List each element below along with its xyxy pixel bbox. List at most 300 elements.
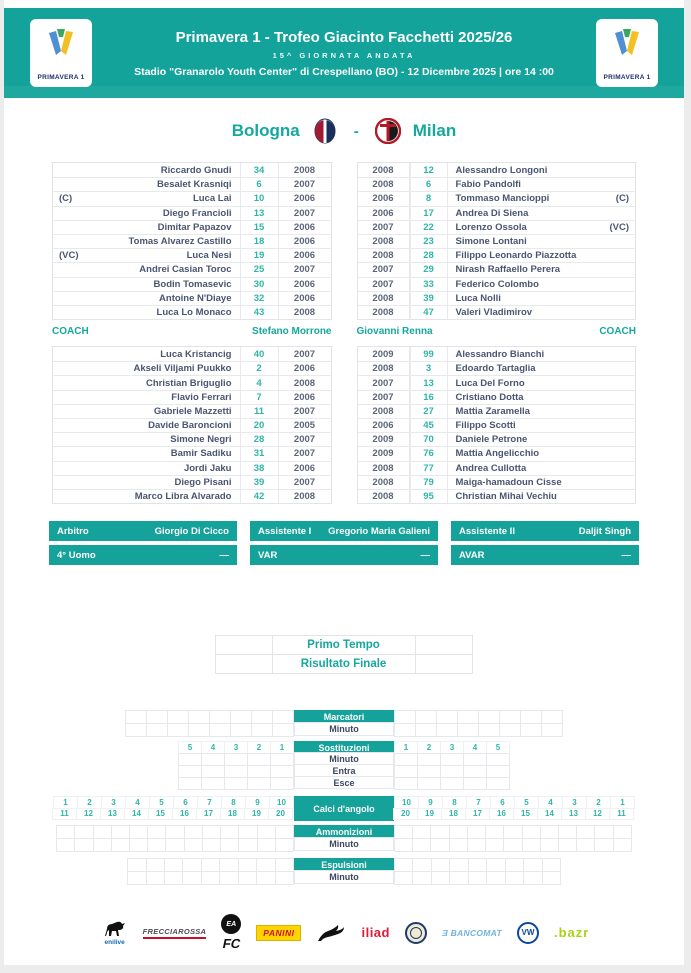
event-cell[interactable]: [467, 838, 486, 852]
event-cell[interactable]: [238, 858, 257, 872]
corner-column[interactable]: [149, 796, 174, 821]
official-role: Arbitro: [57, 525, 89, 537]
captain-marker: [53, 347, 93, 361]
event-cell[interactable]: [56, 838, 75, 852]
player-row: [53, 234, 331, 248]
player-number: 8: [410, 192, 448, 205]
score-cell-away[interactable]: [415, 635, 473, 655]
player-number: 95: [410, 490, 448, 503]
event-cell[interactable]: [224, 777, 248, 790]
event-cell[interactable]: [394, 871, 413, 885]
parmigiano-reggiano-logo: [405, 922, 427, 944]
event-cell[interactable]: [188, 710, 210, 724]
player-name: Luca Lo Monaco: [93, 306, 241, 319]
event-cell[interactable]: [147, 838, 166, 852]
ammonizioni-minute-row: [44, 838, 644, 852]
corner-number: 8: [442, 796, 467, 809]
event-cell[interactable]: [238, 825, 257, 839]
bologna-crest-icon: [312, 118, 338, 144]
event-cell[interactable]: [230, 723, 252, 737]
event-cell[interactable]: [540, 825, 559, 839]
event-cell[interactable]: [594, 825, 613, 839]
slot-number: 5: [486, 741, 510, 754]
event-cell[interactable]: [412, 825, 431, 839]
corner-column[interactable]: [125, 796, 150, 821]
event-cell[interactable]: [275, 858, 294, 872]
event-cell[interactable]: [505, 858, 524, 872]
player-number: 3: [410, 362, 448, 375]
official-role: Assistente II: [459, 525, 515, 537]
captain-marker: (C): [59, 193, 73, 205]
puma-logo: [316, 923, 346, 943]
player-row: [358, 432, 636, 446]
event-cell[interactable]: [449, 871, 468, 885]
official-role: AVAR: [459, 549, 485, 561]
espulsioni-minute-cells-home[interactable]: [44, 871, 294, 885]
player-name: Simone Negri: [93, 433, 241, 446]
captain-marker: [53, 207, 93, 220]
captain-marker: [53, 462, 93, 475]
event-cell[interactable]: [394, 838, 413, 852]
corner-column[interactable]: [418, 796, 443, 821]
event-cell[interactable]: [415, 710, 437, 724]
event-cell[interactable]: [394, 825, 413, 839]
event-cell[interactable]: [520, 710, 542, 724]
player-name: Diego Francioli: [93, 207, 241, 220]
slot-number: 2: [247, 741, 271, 754]
event-cell[interactable]: [541, 723, 563, 737]
home-starters-table: [52, 162, 332, 320]
player-number: 76: [410, 447, 448, 460]
event-cell[interactable]: [431, 871, 450, 885]
player-number: 29: [410, 263, 448, 276]
corner-column[interactable]: [197, 796, 222, 821]
player-number: 28: [410, 249, 448, 262]
event-cell[interactable]: [486, 871, 505, 885]
event-cell[interactable]: [503, 838, 522, 852]
event-cell[interactable]: [202, 825, 221, 839]
event-cell[interactable]: [478, 723, 500, 737]
official-name: Giorgio Di Cicco: [154, 525, 229, 537]
player-name: Antoine N'Diaye: [93, 292, 241, 305]
corner-column[interactable]: [394, 796, 419, 821]
captain-marker: [595, 419, 635, 432]
corner-column[interactable]: [466, 796, 491, 821]
player-name: Alessandro Longoni: [455, 164, 548, 176]
player-row: [53, 277, 331, 291]
corner-number: 3: [562, 796, 587, 809]
player-row: [358, 177, 636, 191]
player-number: 28: [241, 433, 279, 446]
player-number: 77: [410, 462, 448, 475]
player-name: Bodin Tomasevic: [93, 278, 241, 291]
player-row: [53, 305, 331, 319]
player-number: 13: [241, 207, 279, 220]
event-cell[interactable]: [430, 825, 449, 839]
corner-column[interactable]: [538, 796, 563, 821]
event-cell[interactable]: [468, 858, 487, 872]
corner-number: 4: [125, 796, 150, 809]
event-cell[interactable]: [238, 871, 257, 885]
event-cell[interactable]: [542, 858, 561, 872]
corners-counter-away[interactable]: [394, 796, 644, 821]
event-cell[interactable]: [111, 838, 130, 852]
corner-column[interactable]: [610, 796, 635, 821]
event-cell[interactable]: [146, 723, 168, 737]
corner-number: 10: [269, 796, 294, 809]
event-cell[interactable]: [125, 710, 147, 724]
player-year: 2008: [293, 377, 316, 389]
event-cell[interactable]: [394, 723, 416, 737]
marcatori-cells-away[interactable]: [394, 710, 644, 724]
away-team-name: Milan: [412, 121, 457, 140]
event-cell[interactable]: [165, 838, 184, 852]
event-cell[interactable]: [522, 825, 541, 839]
event-cell[interactable]: [613, 825, 632, 839]
sostituzioni-esce-cells-home[interactable]: [44, 777, 294, 790]
player-row: [358, 418, 636, 432]
sostituzioni-esce-cells-away[interactable]: [394, 777, 644, 790]
ammonizioni-minute-cells-home[interactable]: [44, 838, 294, 852]
espulsioni-minute-row: [44, 871, 644, 885]
event-cell[interactable]: [503, 825, 522, 839]
event-cell[interactable]: [146, 871, 165, 885]
event-cell[interactable]: [167, 723, 189, 737]
event-cell[interactable]: [457, 723, 479, 737]
event-cell[interactable]: [594, 838, 613, 852]
corners-counter-home[interactable]: [44, 796, 294, 821]
player-row: [53, 446, 331, 460]
corner-column[interactable]: [562, 796, 587, 821]
captain-marker: [53, 362, 93, 375]
player-number: 32: [241, 292, 279, 305]
player-name: Fabio Pandolfi: [455, 179, 521, 191]
event-cell[interactable]: [209, 723, 231, 737]
event-cell[interactable]: [576, 825, 595, 839]
event-cell[interactable]: [127, 871, 146, 885]
score-row: [216, 655, 473, 674]
corner-number: 9: [418, 796, 443, 809]
event-cell[interactable]: [430, 838, 449, 852]
corner-number: 16: [489, 808, 514, 821]
event-cell[interactable]: [184, 825, 203, 839]
event-cell[interactable]: [523, 871, 542, 885]
event-cell[interactable]: [201, 858, 220, 872]
player-row: [53, 475, 331, 489]
event-cell[interactable]: [270, 777, 294, 790]
event-cell[interactable]: [505, 871, 524, 885]
event-cell[interactable]: [74, 838, 93, 852]
corner-column[interactable]: [53, 796, 78, 821]
home-subs-table: [52, 346, 332, 504]
player-year: 2007: [358, 391, 410, 404]
player-row: [53, 262, 331, 276]
event-cell[interactable]: [219, 858, 238, 872]
away-coach-name: Giovanni Renna: [356, 326, 433, 338]
event-cell[interactable]: [478, 710, 500, 724]
event-cell[interactable]: [272, 710, 294, 724]
player-row: [53, 291, 331, 305]
ea-icon: EA: [221, 914, 241, 934]
player-row: [358, 446, 636, 460]
player-year: 2008: [358, 462, 410, 475]
marcatori-minute-cells-home[interactable]: [44, 723, 294, 737]
event-cell[interactable]: [164, 871, 183, 885]
event-cell[interactable]: [125, 723, 147, 737]
frecciarossa-logo: FRECCIAROSSA: [143, 927, 207, 939]
event-cell[interactable]: [412, 871, 431, 885]
player-name: Diego Pisani: [93, 476, 241, 489]
marcatori-cells-home[interactable]: [44, 710, 294, 724]
event-cell[interactable]: [220, 838, 239, 852]
player-name: Bamir Sadiku: [93, 447, 241, 460]
corner-column[interactable]: [586, 796, 611, 821]
event-cell[interactable]: [165, 825, 184, 839]
corner-column[interactable]: [77, 796, 102, 821]
event-cell[interactable]: [463, 777, 487, 790]
event-cell[interactable]: [522, 838, 541, 852]
iliad-logo: iliad: [361, 925, 390, 940]
captain-marker: (C): [615, 193, 629, 205]
player-row: [53, 191, 331, 205]
event-cell[interactable]: [613, 838, 632, 852]
score-cell-away[interactable]: [415, 654, 473, 674]
event-cell[interactable]: [576, 838, 595, 852]
event-cell[interactable]: [167, 710, 189, 724]
away-subs-table: [357, 346, 637, 504]
score-cell-home[interactable]: [215, 654, 273, 674]
corner-column[interactable]: [442, 796, 467, 821]
event-cell[interactable]: [257, 838, 276, 852]
event-cell[interactable]: [275, 825, 294, 839]
event-cell[interactable]: [486, 777, 510, 790]
score-cell-home[interactable]: [215, 635, 273, 655]
player-number: 33: [410, 278, 448, 291]
event-cell[interactable]: [251, 723, 273, 737]
event-cell[interactable]: [182, 871, 201, 885]
player-number: 43: [241, 306, 279, 319]
player-name: Luca Lai: [93, 192, 241, 205]
player-name: Nirash Raffaello Perera: [455, 264, 561, 276]
event-cell[interactable]: [238, 838, 257, 852]
event-cell[interactable]: [449, 858, 468, 872]
sostituzioni-minuto-label: Minuto: [294, 752, 394, 765]
player-year: 2006: [358, 192, 410, 205]
event-cell[interactable]: [256, 871, 275, 885]
player-row: [358, 220, 636, 234]
event-cell[interactable]: [201, 777, 225, 790]
event-cell[interactable]: [499, 710, 521, 724]
captain-marker: [53, 221, 93, 234]
player-name: Alessandro Bianchi: [455, 348, 545, 360]
player-number: 20: [241, 419, 279, 432]
event-cell[interactable]: [275, 838, 294, 852]
event-cell[interactable]: [201, 871, 220, 885]
event-cell[interactable]: [129, 825, 148, 839]
player-name: Luca Nesi: [93, 249, 241, 262]
event-cell[interactable]: [146, 710, 168, 724]
official-bar: [250, 545, 438, 565]
corner-column[interactable]: [490, 796, 515, 821]
player-row: [53, 206, 331, 220]
corner-number: 4: [538, 796, 563, 809]
event-cell[interactable]: [129, 838, 148, 852]
player-name: Federico Colombo: [455, 278, 539, 290]
event-cell[interactable]: [202, 838, 221, 852]
captain-marker: [595, 235, 635, 248]
event-cell[interactable]: [540, 838, 559, 852]
event-cell[interactable]: [449, 838, 468, 852]
corner-number: 2: [586, 796, 611, 809]
ammonizioni-cells-home[interactable]: [44, 825, 294, 839]
official-bar: [451, 545, 639, 565]
corner-column[interactable]: [101, 796, 126, 821]
player-number: 22: [410, 221, 448, 234]
player-year: 2009: [358, 433, 410, 446]
player-name: Luca Kristancig: [93, 347, 241, 361]
event-cell[interactable]: [431, 858, 450, 872]
player-number: 70: [410, 433, 448, 446]
player-row: [358, 206, 636, 220]
corner-column[interactable]: [173, 796, 198, 821]
event-cell[interactable]: [184, 838, 203, 852]
espulsioni-minute-cells-away[interactable]: [394, 871, 644, 885]
event-cell[interactable]: [485, 825, 504, 839]
event-cell[interactable]: [164, 858, 183, 872]
event-cell[interactable]: [558, 825, 577, 839]
event-cell[interactable]: [209, 710, 231, 724]
event-cell[interactable]: [74, 825, 93, 839]
player-year: 2008: [293, 491, 316, 503]
corner-number: 17: [465, 808, 490, 821]
event-cell[interactable]: [147, 825, 166, 839]
event-cell[interactable]: [111, 825, 130, 839]
event-cell[interactable]: [541, 710, 563, 724]
home-team-name: Bologna: [231, 121, 300, 140]
event-cell[interactable]: [257, 825, 276, 839]
event-cell[interactable]: [394, 858, 413, 872]
official-role: Assistente I: [258, 525, 312, 537]
event-cell[interactable]: [417, 777, 441, 790]
slot-number: 3: [440, 741, 464, 754]
sponsor-strip: [0, 914, 691, 951]
event-cell[interactable]: [467, 825, 486, 839]
official-name: —: [420, 549, 430, 561]
captain-marker: [595, 490, 635, 503]
corner-column[interactable]: [269, 796, 294, 821]
corner-number: 16: [172, 808, 197, 821]
puma-cat-icon: [316, 923, 346, 943]
captain-marker: [53, 163, 93, 177]
player-row: [358, 361, 636, 375]
player-row: [358, 277, 636, 291]
event-cell[interactable]: [56, 825, 75, 839]
player-year: 2006: [293, 363, 316, 375]
event-cell[interactable]: [558, 838, 577, 852]
event-cell[interactable]: [520, 723, 542, 737]
player-row: [53, 390, 331, 404]
event-cell[interactable]: [394, 777, 418, 790]
marcatori-minute-cells-away[interactable]: [394, 723, 644, 737]
corner-column[interactable]: [514, 796, 539, 821]
event-cell[interactable]: [449, 825, 468, 839]
player-name: Andrea Di Siena: [455, 207, 529, 219]
player-year: 2007: [358, 278, 410, 291]
corner-number: 14: [124, 808, 149, 821]
event-cell[interactable]: [178, 777, 202, 790]
corner-column[interactable]: [221, 796, 246, 821]
corner-number: 13: [561, 808, 586, 821]
matchday-subtitle: 15^ GIORNATA ANDATA: [272, 50, 416, 60]
event-cell[interactable]: [457, 710, 479, 724]
espulsioni-cells-away[interactable]: [394, 858, 644, 872]
captain-marker: [595, 263, 635, 276]
event-cell[interactable]: [93, 838, 112, 852]
event-cell[interactable]: [256, 858, 275, 872]
player-name: Gabriele Mazzetti: [93, 405, 241, 418]
corner-number: 1: [53, 796, 78, 809]
event-cell[interactable]: [188, 723, 210, 737]
away-coach-label: COACH: [599, 326, 636, 338]
corner-column[interactable]: [245, 796, 270, 821]
event-cell[interactable]: [499, 723, 521, 737]
ammonizioni-cells-away[interactable]: [394, 825, 644, 839]
event-cell[interactable]: [468, 871, 487, 885]
slot-number: 5: [178, 741, 202, 754]
event-cell[interactable]: [247, 777, 271, 790]
coach-row: [4, 320, 684, 344]
official-name: Gregorio Maria Galieni: [328, 525, 430, 537]
corner-number: 19: [244, 808, 269, 821]
ammonizioni-banner: Ammonizioni: [294, 825, 394, 839]
event-cell[interactable]: [523, 858, 542, 872]
ammonizioni-minute-cells-away[interactable]: [394, 838, 644, 852]
player-row: [358, 262, 636, 276]
event-cell[interactable]: [146, 858, 165, 872]
event-cell[interactable]: [127, 858, 146, 872]
event-cell[interactable]: [93, 825, 112, 839]
player-number: 99: [410, 347, 448, 361]
event-cell[interactable]: [275, 871, 294, 885]
player-year: 2008: [358, 235, 410, 248]
corner-number: 13: [100, 808, 125, 821]
event-cell[interactable]: [219, 871, 238, 885]
event-cell[interactable]: [542, 871, 561, 885]
player-number: 2: [241, 362, 279, 375]
event-cell[interactable]: [394, 710, 416, 724]
event-cell[interactable]: [251, 710, 273, 724]
corner-number: 17: [196, 808, 221, 821]
event-cell[interactable]: [412, 858, 431, 872]
event-cell[interactable]: [412, 838, 431, 852]
espulsioni-cells-home[interactable]: [44, 858, 294, 872]
event-cell[interactable]: [485, 838, 504, 852]
event-cell[interactable]: [230, 710, 252, 724]
player-row: [358, 475, 636, 489]
event-cell[interactable]: [272, 723, 294, 737]
event-cell[interactable]: [220, 825, 239, 839]
event-cell[interactable]: [440, 777, 464, 790]
official-role: VAR: [258, 549, 278, 561]
event-cell[interactable]: [436, 710, 458, 724]
event-cell[interactable]: [486, 858, 505, 872]
player-number: 31: [241, 447, 279, 460]
event-cell[interactable]: [415, 723, 437, 737]
player-number: 4: [241, 376, 279, 389]
captain-marker: [53, 447, 93, 460]
event-cell[interactable]: [182, 858, 201, 872]
event-cell[interactable]: [436, 723, 458, 737]
